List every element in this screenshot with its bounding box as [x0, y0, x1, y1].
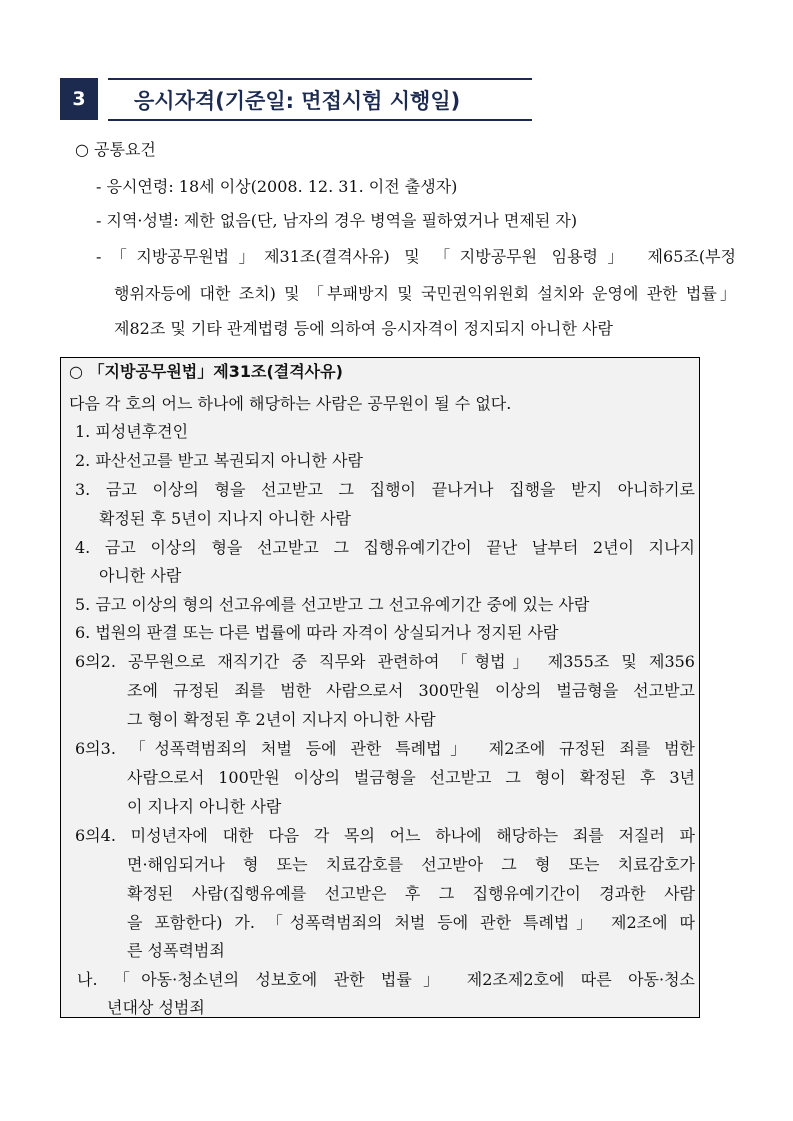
list-item: 6의2. 공무원으로 재직기간 중 직무와 관련하여 「형법」 제355조 및 제356: [75, 652, 695, 671]
list-item: 3. 금고 이상의 형을 선고받고 그 집행이 끝나거나 집행을 받지 아니하기로: [75, 480, 695, 499]
requirement-disqualification-1: -「지방공무원법」제31조(결격사유) 및 「지방공무원 임용령」 제65조(부정: [96, 247, 736, 266]
list-item-continuation: 을 포함한다) 가. 「성폭력범죄의 처벌 등에 관한 특례법」 제2조에 따: [127, 913, 695, 932]
requirement-disqualification-3: 제82조 및 기타 관계법령 등에 의하여 응시자격이 정지되지 아니한 사람: [114, 319, 613, 338]
list-item: 6의3. 「성폭력범죄의 처벌 등에 관한 특례법」 제2조에 규정된 죄를 범한: [75, 739, 695, 758]
list-item-continuation: 확정된 사람(집행유예를 선고받은 후 그 집행유예기간이 경과한 사람: [127, 884, 695, 903]
list-item-continuation: 년대상 성범죄: [107, 998, 205, 1017]
box-intro: 다음 각 호의 어느 하나에 해당하는 사람은 공무원이 될 수 없다.: [69, 394, 512, 413]
header-rule-bottom: [108, 119, 532, 121]
list-item-continuation: 아니한 사람: [99, 566, 182, 585]
list-item-continuation: 조에 규정된 죄를 범한 사람으로서 300만원 이상의 벌금형을 선고받고: [127, 681, 695, 700]
list-item-continuation: 른 성폭력범죄: [127, 941, 225, 960]
list-item: 4. 금고 이상의 형을 선고받고 그 집행유예기간이 끝난 날부터 2년이 지나지: [75, 538, 695, 557]
list-item-continuation: 이 지나지 아니한 사람: [127, 797, 282, 816]
list-item-continuation: 그 형이 확정된 후 2년이 지나지 아니한 사람: [127, 710, 436, 729]
requirement-age: - 응시연령: 18세 이상(2008. 12. 31. 이전 출생자): [96, 177, 458, 196]
list-item: 나. 「아동·청소년의 성보호에 관한 법률」 제2조제2호에 따른 아동·청소: [77, 970, 695, 989]
section-number-badge: 3: [60, 78, 98, 120]
list-item: 1. 피성년후견인: [75, 422, 189, 441]
disqualification-box: [60, 357, 700, 1018]
list-item: 6의4. 미성년자에 대한 다음 각 목의 어느 하나에 해당하는 죄를 저질러 파: [75, 826, 695, 845]
requirements-heading: ○ 공통요건: [75, 140, 156, 159]
list-item: 6. 법원의 판결 또는 다른 법률에 따라 자격이 상실되거나 정지된 사람: [75, 623, 559, 642]
requirement-disqualification-2: 행위자등에 대한 조치) 및 「부패방지 및 국민권익위원회 설치와 운영에 관한 법률」: [114, 284, 736, 303]
section-header: [60, 78, 532, 122]
list-item: 2. 파산선고를 받고 복권되지 아니한 사람: [75, 451, 363, 470]
requirement-region-gender: - 지역·성별: 제한 없음(단, 남자의 경우 병역을 필하였거나 면제된 자): [96, 211, 578, 230]
list-item-continuation: 면·해임되거나 형 또는 치료감호를 선고받아 그 형 또는 치료감호가: [127, 855, 695, 874]
header-rule-top: [108, 78, 532, 80]
list-item-continuation: 사람으로서 100만원 이상의 벌금형을 선고받고 그 형이 확정된 후 3년: [127, 768, 695, 787]
box-title: ○ 「지방공무원법」제31조(결격사유): [69, 362, 343, 381]
list-item: 5. 금고 이상의 형의 선고유예를 선고받고 그 선고유예기간 중에 있는 사람: [75, 595, 590, 614]
section-title: 응시자격(기준일: 면접시험 시행일): [134, 89, 461, 113]
list-item-continuation: 확정된 후 5년이 지나지 아니한 사람: [99, 509, 351, 528]
